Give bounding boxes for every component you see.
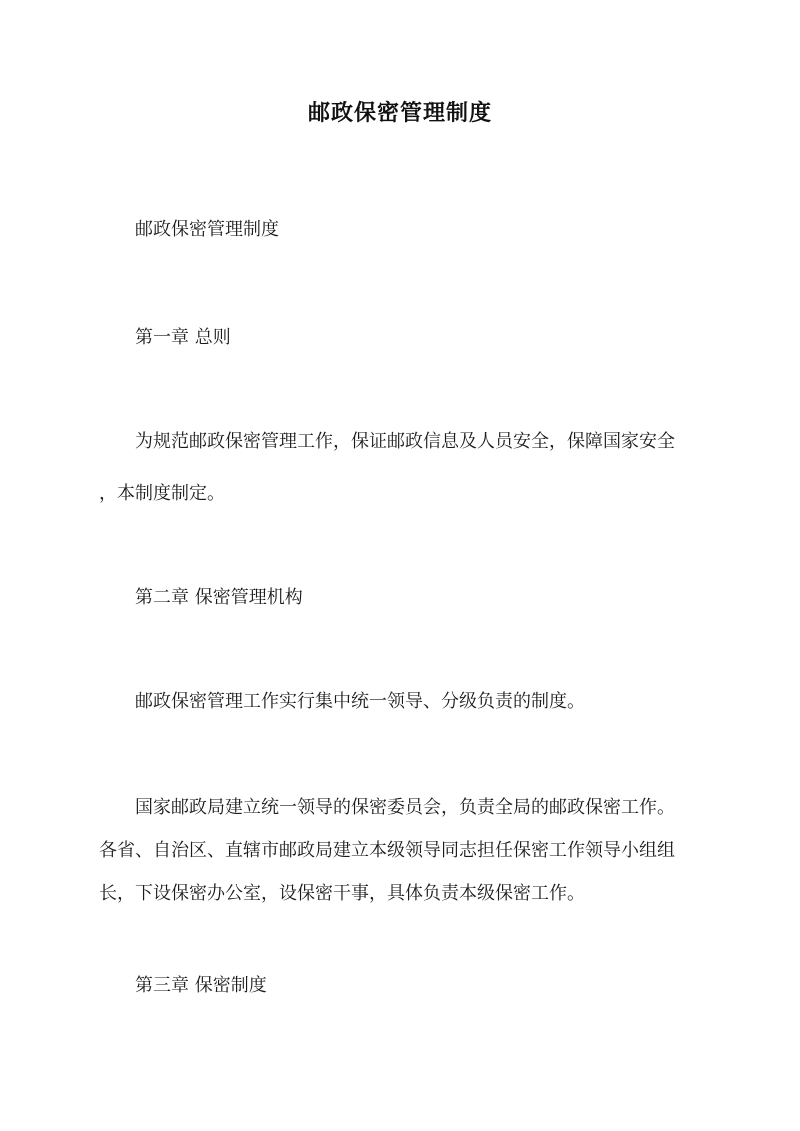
paragraph-leadership — [99, 684, 709, 720]
chapter-heading-2 — [99, 580, 709, 616]
chapter-heading-3 — [99, 968, 709, 1004]
paragraph-line: 各省、自治区、直辖市邮政局建立本级领导同志担任保密工作领导小组组 — [99, 840, 675, 861]
paragraph-heading — [99, 212, 709, 248]
paragraph-line: 邮政保密管理制度 — [135, 219, 279, 240]
paragraph-line: 为规范邮政保密管理工作，保证邮政信息及人员安全，保障国家安全 — [135, 431, 675, 452]
document-title: 邮政保密管理制度 — [307, 100, 492, 126]
paragraph-line: 长，下设保密办公室，设保密干事，具体负责本级保密工作。 — [99, 883, 585, 904]
paragraph-line: 第一章 总则 — [135, 327, 231, 348]
paragraph-line: 国家邮政局建立统一领导的保密委员会，负责全局的邮政保密工作。 — [135, 797, 675, 818]
paragraph-line: 第二章 保密管理机构 — [135, 587, 303, 608]
paragraph-line: ，本制度制定。 — [99, 483, 225, 504]
paragraph-line: 第三章 保密制度 — [135, 975, 267, 996]
chapter-heading-1 — [99, 320, 709, 356]
paragraph-line: 邮政保密管理工作实行集中统一领导、分级负责的制度。 — [135, 691, 585, 712]
paragraph-committee — [99, 790, 709, 912]
paragraph-purpose — [99, 424, 709, 512]
